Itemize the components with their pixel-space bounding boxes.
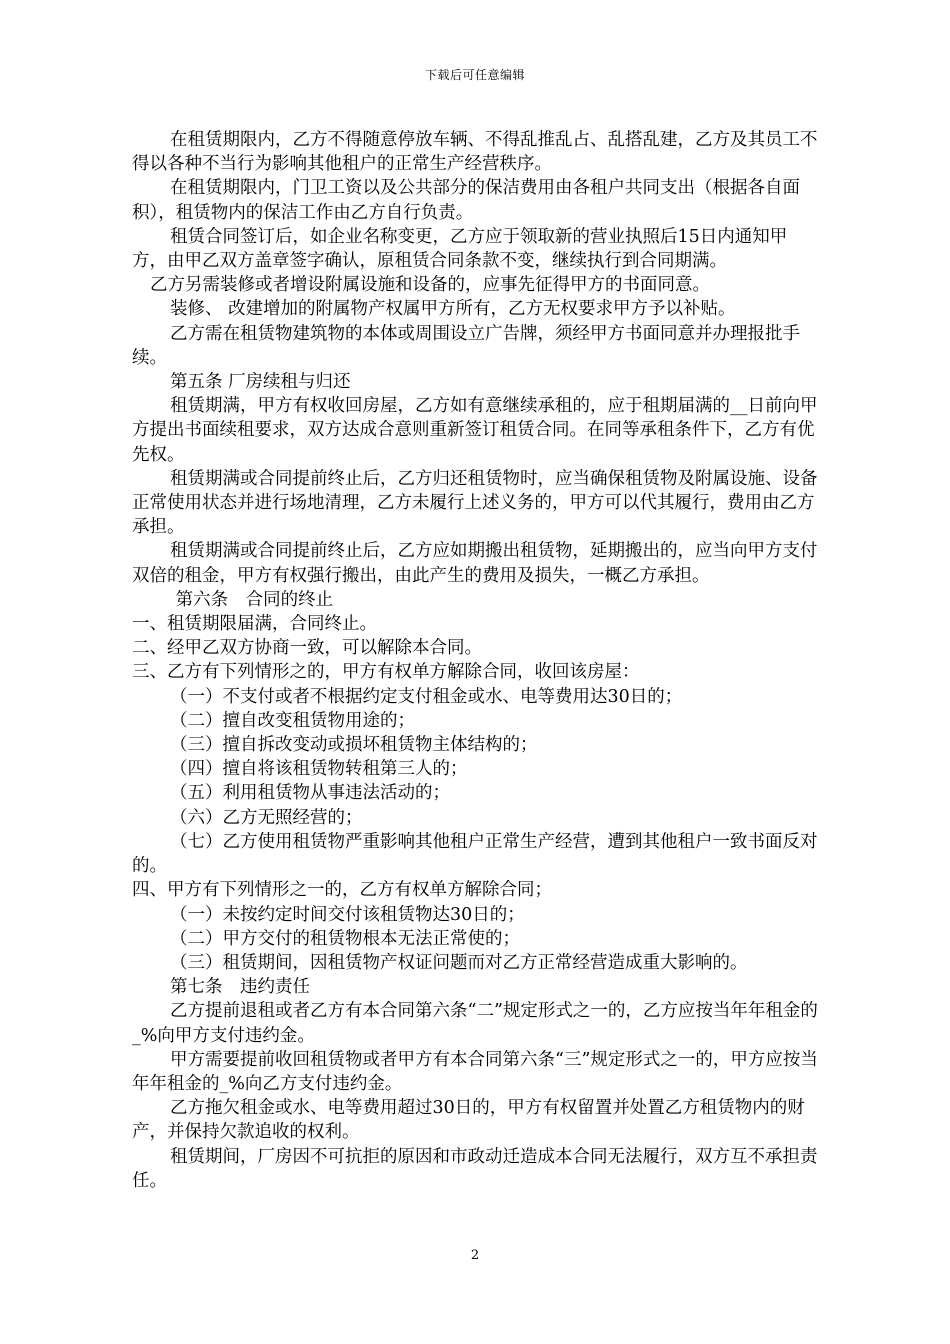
page-header: 下载后可任意编辑: [424, 68, 525, 82]
document-body: [132, 128, 822, 1193]
paragraph: 租赁期满或合同提前终止后，乙方应如期搬出租赁物，延期搬出的，应当向甲方支付双倍的租金，甲方有权强行搬出，由此产生的费用及损失，一概乙方承担。: [132, 541, 818, 586]
paragraph: 乙方拖欠租金或水、电等费用超过30日的，甲方有权留置并处置乙方租赁物内的财产，并保持欠款追收的权利。: [132, 1098, 805, 1143]
paragraph: 租赁期满或合同提前终止后，乙方归还租赁物时，应当确保租赁物及附属设施、设备正常使用状态并进行场地清理，乙方未履行上述义务的，甲方可以代其履行，费用由乙方承担。: [132, 468, 818, 538]
paragraph: 在租赁期限内，乙方不得随意停放车辆、不得乱推乱占、乱搭乱建，乙方及其员工不得以各种不当行为影响其他租户的正常生产经营秩序。: [132, 130, 818, 175]
sub-list-item: （六）乙方无照经营的；: [170, 807, 363, 828]
sub-list-item: （三）擅自拆改变动或损坏租赁物主体结构的；: [170, 735, 538, 756]
sub-list-item: （七）乙方使用租赁物严重影响其他租户正常生产经营，遭到其他租户一致书面反对的。: [132, 831, 818, 877]
page-number: 2: [470, 1248, 480, 1263]
paragraph: 在租赁期限内，门卫工资以及公共部分的保洁费用由各租户共同支出（根据各自面积），租赁物内的保洁工作由乙方自行负责。: [132, 178, 800, 223]
sub-list-item: （二）甲方交付的租赁物根本无法正常使的；: [170, 928, 520, 949]
sub-list-item: （五）利用租赁物从事违法活动的；: [170, 783, 450, 804]
paragraph: 甲方需要提前收回租赁物或者甲方有本合同第六条“三”规定形式之一的，甲方应按当年年租金的_%向乙方支付违约金。: [132, 1049, 818, 1094]
paragraph: 装修、 改建增加的附属物产权属甲方所有，乙方无权要求甲方予以补贴。: [170, 299, 736, 320]
paragraph: 租赁期间，厂房因不可抗拒的原因和市政动迁造成本合同无法履行，双方互不承担责任。: [132, 1146, 818, 1191]
paragraph: 租赁合同签订后，如企业名称变更，乙方应于领取新的营业执照后15日内通知甲方，由甲乙双方盖章签字确认，原租赁合同条款不变，继续执行到合同期满。: [132, 226, 788, 272]
list-item: 三、乙方有下列情形之的，甲方有权单方解除合同，收回该房屋：: [132, 662, 640, 683]
sub-list-item: （一）不支付或者不根据约定支付租金或水、电等费用达30日的；: [170, 686, 683, 707]
section-heading: 第七条 违约责任: [170, 977, 310, 998]
sub-list-item: （二）擅自改变租赁物用途的；: [170, 710, 415, 731]
sub-list-item: （三）租赁期间，因租赁物产权证问题而对乙方正常经营造成重大影响的。: [170, 952, 748, 973]
section-heading: 第六条 合同的终止: [170, 589, 334, 610]
paragraph: 乙方另需装修或者增设附属设施和设备的，应事先征得甲方的书面同意。: [150, 275, 710, 296]
paragraph: 乙方提前退租或者乙方有本合同第六条“二”规定形式之一的，乙方应按当年年租金的_%向甲方支付违约金。: [132, 1001, 818, 1046]
list-item: 一、租赁期限届满，合同终止。: [132, 614, 377, 635]
list-item: 四、甲方有下列情形之一的，乙方有权单方解除合同；: [132, 880, 552, 901]
paragraph: 乙方需在租赁物建筑物的本体或周围设立广告牌，须经甲方书面同意并办理报批手续。: [132, 323, 800, 368]
list-item: 二、经甲乙双方协商一致，可以解除本合同。: [132, 638, 482, 659]
sub-list-item: （四）擅自将该租赁物转租第三人的；: [170, 759, 468, 780]
paragraph: 租赁期满，甲方有权收回房屋，乙方如有意继续承租的，应于租期届满的__日前向甲方提出书面续租要求，双方达成合意则重新签订租赁合同。在同等承租条件下，乙方有优先权。: [132, 396, 818, 465]
sub-list-item: （一）未按约定时间交付该租赁物达30日的；: [170, 904, 525, 925]
section-heading: 第五条 厂房续租与归还: [170, 372, 351, 393]
